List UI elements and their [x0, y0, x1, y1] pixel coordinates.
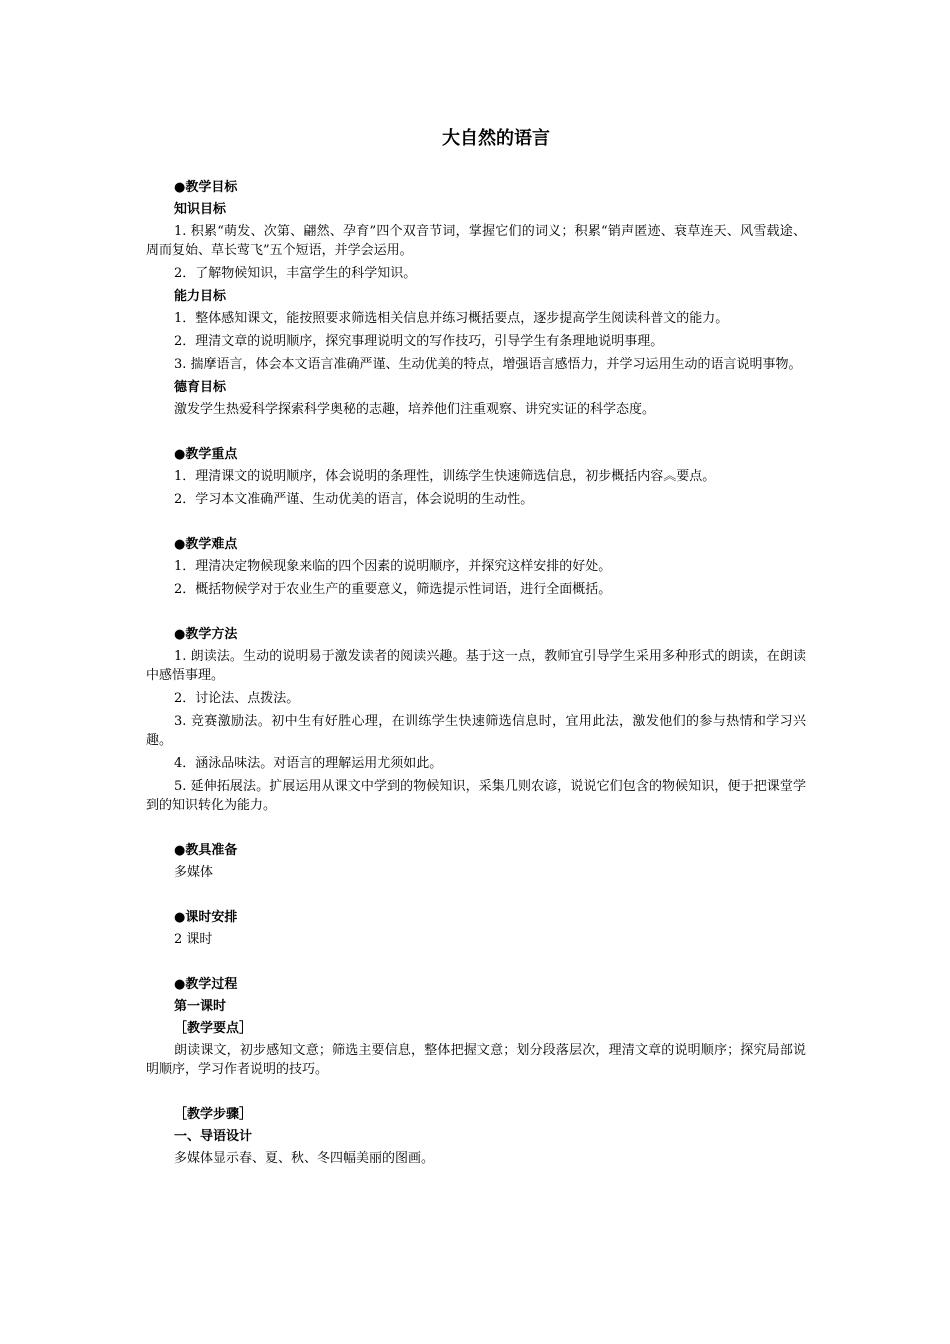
subheading-ability: 能力目标 — [174, 289, 227, 304]
paragraph: 1．整体感知课文，能按照要求筛选相关信息并练习概括要点，逐步提高学生阅读科普文的能力。 — [174, 311, 729, 326]
paragraph: 1．理清决定物候现象来临的四个因素的说明顺序，并探究这样安排的好处。 — [174, 559, 612, 574]
section-key-points — [146, 445, 806, 509]
section-process — [146, 975, 806, 1168]
section-heading: ●教学难点 — [174, 537, 238, 552]
section-heading: ●教学目标 — [174, 180, 238, 195]
section-schedule — [146, 908, 806, 949]
section-teaching-goals — [146, 178, 806, 419]
subheading-knowledge: 知识目标 — [174, 202, 227, 217]
paragraph: 2．理清文章的说明顺序，探究事理说明文的写作技巧，引导学生有条理地说明事理。 — [174, 334, 664, 349]
paragraph: 2．概括物候学对于农业生产的重要意义，筛选提示性词语，进行全面概括。 — [174, 582, 612, 597]
paragraph: 2 课时 — [174, 932, 213, 947]
paragraph: 多媒体 — [174, 865, 214, 880]
section-methods — [146, 625, 806, 815]
paragraph: 2．讨论法、点拨法。 — [174, 691, 300, 706]
spacer — [146, 603, 806, 625]
spacer — [146, 819, 806, 841]
paragraph: 5. 延伸拓展法。扩展运用从课文中学到的物候知识，采集几则农谚，说说它们包含的物候知识，便于把课堂学到的知识转化为能力。 — [146, 779, 806, 813]
subheading-first-lesson: 第一课时 — [174, 999, 227, 1014]
section-materials — [146, 841, 806, 882]
spacer — [146, 953, 806, 975]
subheading-intro-design: 一、导语设计 — [174, 1129, 253, 1144]
paragraph: 4．涵泳品味法。对语言的理解运用尤须如此。 — [174, 756, 443, 771]
paragraph: 2．学习本文准确严谨、生动优美的语言，体会说明的生动性。 — [174, 492, 534, 507]
section-difficulties — [146, 535, 806, 599]
paragraph: 多媒体显示春、夏、秋、冬四幅美丽的图画。 — [174, 1151, 435, 1166]
paragraph: 2．了解物候知识，丰富学生的科学知识。 — [174, 266, 417, 281]
section-heading: ●教学方法 — [174, 627, 238, 642]
document-title: 大自然的语言 — [442, 128, 550, 149]
paragraph: 1．理清课文的说明顺序，体会说明的条理性，训练学生快速筛选信息，初步概括内容︽要点。 — [174, 469, 716, 484]
spacer — [146, 513, 806, 535]
section-heading: ●教具准备 — [174, 843, 238, 858]
paragraph: 朗读课文，初步感知文意；筛选主要信息，整体把握文意；划分段落层次，理清文章的说明顺序；探究局部说明顺序，学习作者说明的技巧。 — [146, 1043, 806, 1077]
spacer — [146, 886, 806, 908]
paragraph: 1. 积累“萌发、次第、翩然、孕育”四个双音节词，掌握它们的词义；积累“销声匿迹、衰草连天、风雪载途、周而复始、草长莺飞”五个短语，并学会运用。 — [146, 224, 806, 258]
document-body — [146, 178, 806, 1172]
bracket-heading: ［教学步骤］ — [174, 1107, 253, 1122]
paragraph: 激发学生热爱科学探索科学奥秘的志趣，培养他们注重观察、讲究实证的科学态度。 — [174, 402, 656, 417]
bracket-heading: ［教学要点］ — [174, 1021, 253, 1036]
spacer — [146, 1083, 806, 1105]
section-heading: ●课时安排 — [174, 910, 238, 925]
paragraph: 3. 揣摩语言，体会本文语言准确严谨、生动优美的特点，增强语言感悟力，并学习运用生动的语言说明事物。 — [174, 357, 802, 372]
spacer — [146, 423, 806, 445]
paragraph: 3. 竞赛激励法。初中生有好胜心理，在训练学生快速筛选信息时，宜用此法，激发他们的参与热情和学习兴趣。 — [146, 714, 806, 748]
paragraph: 1. 朗读法。生动的说明易于激发读者的阅读兴趣。基于这一点，教师宜引导学生采用多种形式的朗读，在朗读中感悟事理。 — [146, 649, 806, 683]
section-heading: ●教学重点 — [174, 447, 238, 462]
section-heading: ●教学过程 — [174, 977, 238, 992]
subheading-moral: 德育目标 — [174, 380, 227, 395]
